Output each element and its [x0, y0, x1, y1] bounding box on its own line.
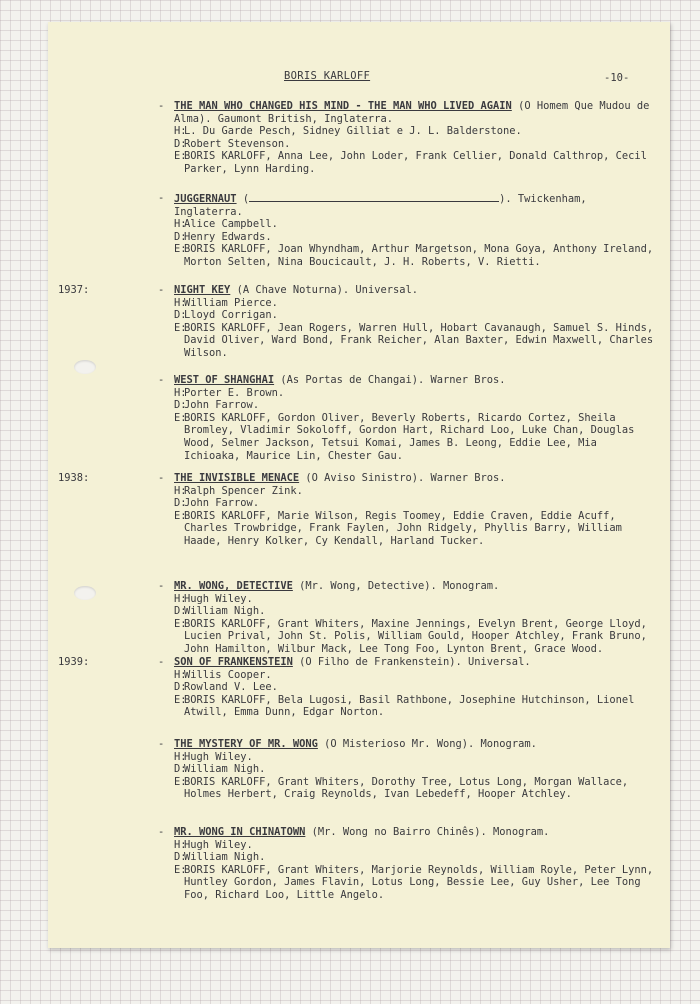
punch-hole [74, 360, 96, 374]
cast-label: E: [174, 775, 187, 788]
entry-dash: - [158, 826, 165, 838]
film-title-line [174, 656, 658, 669]
entry-year: 1939: [58, 656, 90, 668]
entry-dash: - [158, 192, 165, 204]
cast-label: E: [174, 863, 187, 876]
writer-line [174, 218, 658, 231]
entry-dash: - [158, 284, 165, 296]
writer-label: H: [174, 386, 187, 399]
director-label: D: [174, 399, 187, 412]
cast-label: E: [174, 243, 187, 256]
cast-text: BORIS KARLOFF, Gordon Oliver, Beverly Roberts, Ricardo Cortez, Sheila Bromley, Vladimir Sokoloff, Gordon Hart, Richard Loo, Luke Chan, Douglas Wood, Selmer Jackson, Tetsui Komai, James B. Leong, Eddie Lee, Mia Ichioaka, Maurice Lin, Chester Gau. [184, 411, 635, 462]
writer-label: H: [174, 218, 187, 231]
entry-dash: - [158, 656, 165, 668]
film-details: ). Twickenham, Inglaterra. [174, 193, 587, 218]
writer-line [174, 125, 658, 138]
director-line [174, 497, 658, 510]
film-details: (O Aviso Sinistro). Warner Bros. [299, 472, 506, 484]
entry-dash: - [158, 738, 165, 750]
director-label: D: [174, 851, 187, 864]
film-title: SON OF FRANKENSTEIN [174, 656, 293, 668]
film-entry [58, 284, 658, 360]
cast-text: BORIS KARLOFF, Marie Wilson, Regis Toomey, Eddie Craven, Eddie Acuff, Charles Trowbridge, Frank Faylen, John Ridgely, Phyllis Barry, William Haade, Henry Kolker, Cy Kendall, Harland Tucker. [184, 509, 622, 547]
film-details: (O Filho de Frankenstein). Universal. [292, 656, 531, 668]
director-text: Rowland V. Lee. [184, 681, 278, 694]
film-title: WEST OF SHANGHAI [174, 374, 275, 386]
film-title-line [174, 826, 658, 839]
writer-label: H: [174, 125, 187, 138]
entry-body [174, 580, 658, 656]
writer-line [174, 485, 658, 498]
film-entry [58, 100, 658, 176]
writer-label: H: [174, 668, 187, 681]
cast-line [174, 694, 658, 719]
film-title-line [174, 580, 658, 593]
film-entry [58, 656, 658, 719]
director-line [174, 681, 658, 694]
film-details: (A Chave Noturna). Universal. [230, 284, 418, 296]
film-title: MR. WONG IN CHINATOWN [174, 826, 306, 838]
entry-dash: - [158, 374, 165, 386]
writer-line [174, 297, 658, 310]
cast-line [174, 618, 658, 656]
page-number: -10- [604, 72, 630, 84]
entry-body [174, 192, 658, 269]
film-title-line [174, 100, 658, 125]
writer-label: H: [174, 750, 187, 763]
writer-label: H: [174, 484, 187, 497]
cast-line [174, 243, 658, 268]
film-title: THE INVISIBLE MENACE [174, 472, 300, 484]
writer-text: Hugh Wiley. [184, 592, 253, 605]
cast-label: E: [174, 150, 187, 163]
director-label: D: [174, 497, 187, 510]
cast-label: E: [174, 321, 187, 334]
film-title: NIGHT KEY [174, 284, 231, 296]
entry-body [174, 826, 658, 902]
entry-body [174, 284, 658, 360]
film-entry [58, 738, 658, 801]
director-text: Lloyd Corrigan. [184, 309, 278, 322]
cast-line [174, 864, 658, 902]
writer-text: Ralph Spencer Zink. [184, 484, 303, 497]
writer-line [174, 839, 658, 852]
page-title: BORIS KARLOFF [284, 70, 371, 82]
writer-line [174, 751, 658, 764]
director-label: D: [174, 681, 187, 694]
director-line [174, 851, 658, 864]
cast-text: BORIS KARLOFF, Anna Lee, John Loder, Frank Cellier, Donald Calthrop, Cecil Parker, Lynn Harding. [184, 150, 647, 175]
film-entry [58, 192, 658, 269]
writer-label: H: [174, 296, 187, 309]
entry-body [174, 472, 658, 548]
cast-label: E: [174, 693, 187, 706]
director-label: D: [174, 137, 187, 150]
writer-text: Willis Cooper. [184, 668, 272, 681]
cast-label: E: [174, 617, 187, 630]
cast-text: BORIS KARLOFF, Jean Rogers, Warren Hull, Hobart Cavanaugh, Samuel S. Hinds, David Oliver, Ward Bond, Frank Reicher, Alan Baxter, Edwin Maxwell, Charles Wilson. [184, 321, 654, 359]
director-text: William Nigh. [184, 605, 266, 618]
film-entry [58, 580, 658, 656]
director-text: William Nigh. [184, 763, 266, 776]
writer-label: H: [174, 592, 187, 605]
entry-body [174, 738, 658, 801]
director-text: John Farrow. [184, 399, 260, 412]
film-details: (Mr. Wong no Bairro Chinês). Monogram. [305, 826, 550, 838]
entry-dash: - [158, 472, 165, 484]
entry-year: 1938: [58, 472, 90, 484]
film-title-line [174, 192, 658, 218]
entry-year: 1937: [58, 284, 90, 296]
entry-body [174, 656, 658, 719]
director-text: Robert Stevenson. [184, 137, 291, 150]
film-title-line [174, 374, 658, 387]
document-page [48, 22, 670, 948]
writer-line [174, 593, 658, 606]
cast-line [174, 322, 658, 360]
writer-text: Porter E. Brown. [184, 386, 285, 399]
cast-text: BORIS KARLOFF, Grant Whiters, Dorothy Tree, Lotus Long, Morgan Wallace, Holmes Herbert, Craig Reynolds, Ivan Lebedeff, Hooper Atchley. [184, 775, 629, 801]
film-title-line [174, 472, 658, 485]
cast-line [174, 510, 658, 548]
writer-text: Hugh Wiley. [184, 750, 253, 763]
cast-text: BORIS KARLOFF, Grant Whiters, Maxine Jennings, Evelyn Brent, George Lloyd, Lucien Prival, John St. Polis, William Gould, Hooper Atchley, Frank Bruno, John Hamilton, Wilbur Mack, Lee Tong Foo, Lynton Brent, Grace Wood. [184, 617, 647, 655]
film-title-line [174, 284, 658, 297]
director-text: William Nigh. [184, 851, 266, 864]
cast-line [174, 150, 658, 175]
film-entry [58, 826, 658, 902]
film-entry [58, 374, 658, 462]
cast-text: BORIS KARLOFF, Bela Lugosi, Basil Rathbone, Josephine Hutchinson, Lionel Atwill, Emma Dunn, Edgar Norton. [184, 693, 635, 719]
director-line [174, 763, 658, 776]
director-text: John Farrow. [184, 497, 260, 510]
entry-body [174, 374, 658, 462]
director-line [174, 138, 658, 151]
writer-label: H: [174, 838, 187, 851]
director-label: D: [174, 309, 187, 322]
director-label: D: [174, 605, 187, 618]
writer-line [174, 669, 658, 682]
writer-text: L. Du Garde Pesch, Sidney Gilliat e J. L. Balderstone. [184, 125, 522, 138]
director-text: Henry Edwards. [184, 230, 272, 243]
director-line [174, 231, 658, 244]
director-label: D: [174, 763, 187, 776]
writer-text: Hugh Wiley. [184, 838, 253, 851]
film-title: THE MYSTERY OF MR. WONG [174, 738, 318, 750]
writer-text: William Pierce. [184, 296, 278, 309]
cast-text: BORIS KARLOFF, Grant Whiters, Marjorie Reynolds, William Royle, Peter Lynn, Huntley Gordon, James Flavin, Lotus Long, Bessie Lee, Guy Usher, Lee Tong Foo, Richard Loo, Little Angelo. [184, 863, 654, 901]
cast-label: E: [174, 509, 187, 522]
entry-dash: - [158, 100, 165, 112]
film-details: (Mr. Wong, Detective). Monogram. [292, 580, 500, 592]
entry-dash: - [158, 580, 165, 592]
film-entry [58, 472, 658, 548]
film-title: THE MAN WHO CHANGED HIS MIND - THE MAN WHO LIVED AGAIN [174, 100, 512, 112]
blank-line [249, 192, 499, 202]
film-title: MR. WONG, DETECTIVE [174, 580, 293, 592]
cast-line [174, 412, 658, 462]
cast-text: BORIS KARLOFF, Joan Whyndham, Arthur Margetson, Mona Goya, Anthony Ireland, Morton Selten, Nina Boucicault, J. H. Roberts, V. Rietti. [184, 243, 654, 268]
director-line [174, 309, 658, 322]
writer-text: Alice Campbell. [184, 218, 278, 231]
film-details: (As Portas de Changai). Warner Bros. [274, 374, 506, 386]
film-details: (O Homem Que Mudou de Alma). Gaumont British, Inglaterra. [174, 100, 650, 125]
title-paren: ( [236, 193, 250, 205]
film-title-line [174, 738, 658, 751]
director-label: D: [174, 230, 187, 243]
film-details: (O Misterioso Mr. Wong). Monogram. [317, 738, 537, 750]
cast-label: E: [174, 411, 187, 424]
entry-body [174, 100, 658, 176]
director-line [174, 605, 658, 618]
director-line [174, 399, 658, 412]
writer-line [174, 387, 658, 400]
film-title: JUGGERNAUT [174, 193, 237, 205]
cast-line [174, 776, 658, 801]
